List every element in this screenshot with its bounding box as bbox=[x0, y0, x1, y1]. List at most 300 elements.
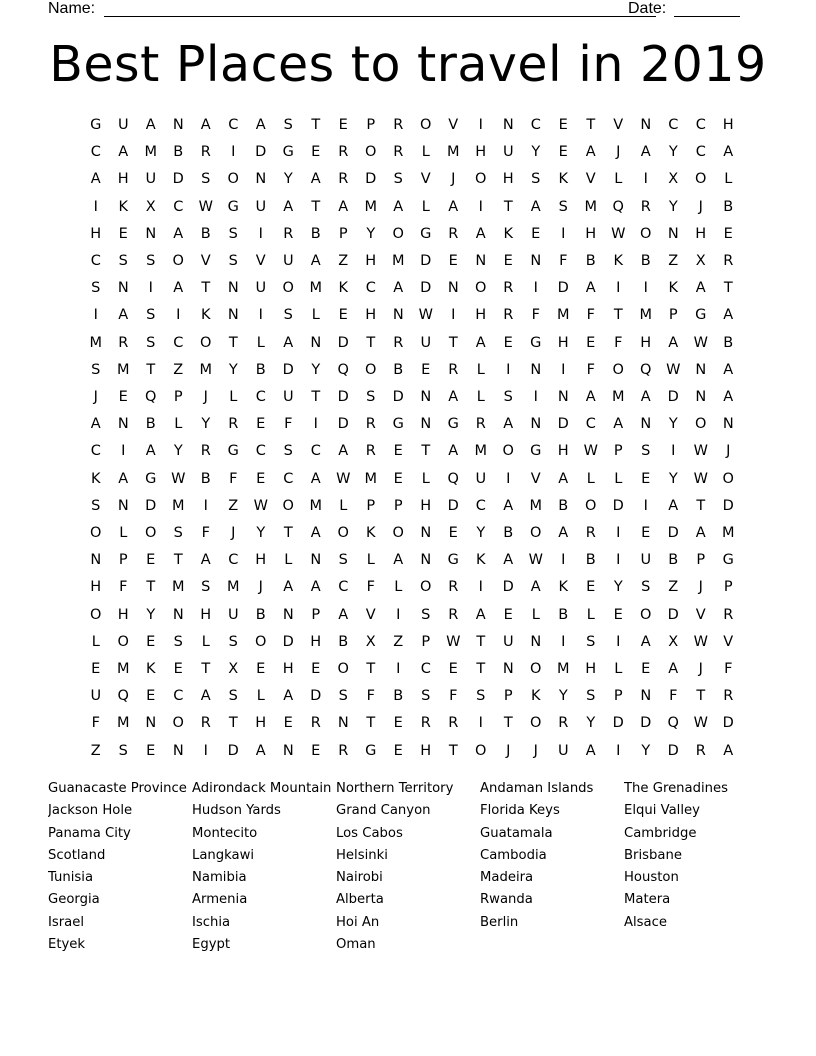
grid-letter: U bbox=[282, 253, 294, 270]
grid-letter: H bbox=[585, 225, 597, 242]
grid-letter: T bbox=[146, 361, 156, 378]
word-list-item: Alberta bbox=[336, 892, 384, 908]
grid-letter: S bbox=[91, 280, 101, 297]
grid-letter: C bbox=[695, 117, 706, 133]
grid-letter: C bbox=[585, 416, 596, 433]
grid-letter: W bbox=[418, 307, 433, 324]
grid-letter: A bbox=[118, 470, 129, 487]
grid-letter: D bbox=[172, 171, 184, 188]
grid-letter: Y bbox=[668, 144, 678, 161]
grid-letter: U bbox=[255, 280, 267, 297]
grid-letter: O bbox=[530, 661, 542, 678]
grid-letter: K bbox=[118, 198, 128, 215]
grid-letter: A bbox=[338, 443, 349, 460]
grid-letter: O bbox=[695, 416, 707, 433]
grid-letter: F bbox=[669, 688, 678, 705]
grid-letter: S bbox=[338, 552, 348, 569]
grid-letter: V bbox=[613, 117, 624, 133]
grid-letter: J bbox=[533, 742, 538, 759]
grid-letter: N bbox=[530, 361, 542, 378]
grid-letter: D bbox=[365, 171, 377, 188]
grid-letter: C bbox=[475, 497, 486, 514]
name-blank-line bbox=[104, 16, 656, 17]
grid-letter: E bbox=[146, 742, 156, 759]
grid-letter: A bbox=[145, 117, 156, 133]
grid-letter: G bbox=[420, 225, 432, 242]
page-title: Best Places to travel in 2019 bbox=[49, 36, 767, 93]
grid-letter: A bbox=[448, 198, 459, 215]
grid-letter: D bbox=[255, 144, 267, 161]
grid-letter: J bbox=[506, 742, 511, 759]
grid-letter: N bbox=[420, 389, 432, 406]
grid-letter: D bbox=[227, 742, 239, 759]
grid-letter: L bbox=[174, 416, 183, 433]
grid-letter: K bbox=[530, 688, 541, 705]
grid-letter: O bbox=[172, 715, 184, 732]
grid-letter: I bbox=[616, 742, 621, 759]
word-list-item: Hudson Yards bbox=[192, 803, 281, 819]
grid-letter: A bbox=[613, 416, 624, 433]
grid-letter: F bbox=[586, 307, 595, 324]
grid-letter: A bbox=[255, 117, 266, 133]
grid-letter: P bbox=[366, 117, 376, 133]
grid-letter: B bbox=[558, 497, 569, 514]
word-list-item: Los Cabos bbox=[336, 825, 403, 841]
grid-letter: L bbox=[614, 171, 623, 188]
grid-letter: U bbox=[557, 742, 569, 759]
grid-letter: J bbox=[231, 525, 236, 542]
grid-letter: A bbox=[338, 198, 349, 215]
grid-letter: C bbox=[420, 661, 431, 678]
grid-letter: H bbox=[255, 715, 267, 732]
grid-letter: S bbox=[338, 688, 348, 705]
grid-letter: H bbox=[365, 253, 377, 270]
grid-letter: B bbox=[393, 361, 404, 378]
word-list bbox=[48, 778, 768, 956]
grid-letter: C bbox=[90, 253, 101, 270]
grid-letter: H bbox=[557, 334, 569, 351]
grid-letter: A bbox=[640, 389, 651, 406]
grid-letter: C bbox=[173, 334, 184, 351]
grid-letter: A bbox=[393, 280, 404, 297]
grid-letter: E bbox=[503, 253, 513, 270]
grid-letter: E bbox=[503, 606, 513, 623]
grid-letter: U bbox=[282, 389, 294, 406]
grid-letter: R bbox=[723, 688, 734, 705]
grid-letter: O bbox=[172, 253, 184, 270]
word-list-item: Helsinki bbox=[336, 847, 388, 863]
grid-letter: R bbox=[228, 416, 239, 433]
grid-letter: A bbox=[200, 552, 211, 569]
grid-letter: E bbox=[421, 361, 431, 378]
grid-letter: L bbox=[311, 307, 320, 324]
grid-letter: W bbox=[693, 334, 708, 351]
grid-letter: T bbox=[503, 715, 513, 732]
grid-letter: R bbox=[200, 144, 211, 161]
grid-letter: A bbox=[310, 470, 321, 487]
grid-letter: E bbox=[448, 253, 458, 270]
grid-letter: Q bbox=[337, 361, 349, 378]
grid-letter: N bbox=[420, 525, 432, 542]
grid-row bbox=[82, 656, 742, 683]
grid-letter: M bbox=[309, 497, 322, 514]
grid-row bbox=[82, 411, 742, 438]
grid-letter: L bbox=[586, 470, 595, 487]
grid-letter: I bbox=[533, 389, 538, 406]
grid-letter: D bbox=[557, 280, 569, 297]
grid-letter: O bbox=[585, 497, 597, 514]
grid-letter: T bbox=[586, 117, 596, 133]
grid-row bbox=[82, 194, 742, 221]
grid-letter: O bbox=[420, 117, 432, 133]
grid-letter: X bbox=[668, 633, 679, 650]
grid-letter: R bbox=[200, 443, 211, 460]
grid-letter: C bbox=[310, 443, 321, 460]
grid-letter: M bbox=[309, 280, 322, 297]
grid-letter: N bbox=[227, 307, 239, 324]
grid-letter: Q bbox=[612, 198, 624, 215]
grid-letter: R bbox=[695, 742, 706, 759]
grid-row bbox=[82, 357, 742, 384]
grid-letter: M bbox=[226, 579, 240, 596]
grid-letter: I bbox=[671, 443, 676, 460]
grid-letter: E bbox=[311, 742, 321, 759]
grid-letter: R bbox=[503, 280, 514, 297]
grid-letter: A bbox=[448, 443, 459, 460]
grid-letter: I bbox=[203, 742, 208, 759]
grid-letter: Y bbox=[558, 688, 568, 705]
grid-letter: D bbox=[557, 416, 569, 433]
grid-letter: A bbox=[695, 280, 706, 297]
grid-letter: S bbox=[201, 171, 211, 188]
grid-letter: D bbox=[337, 389, 349, 406]
grid-letter: R bbox=[365, 443, 376, 460]
grid-letter: H bbox=[90, 225, 102, 242]
grid-letter: U bbox=[502, 144, 514, 161]
grid-letter: T bbox=[503, 198, 513, 215]
grid-letter: I bbox=[313, 416, 318, 433]
grid-letter: N bbox=[255, 171, 267, 188]
grid-letter: F bbox=[201, 525, 210, 542]
grid-letter: L bbox=[476, 389, 485, 406]
grid-letter: Y bbox=[283, 171, 293, 188]
grid-letter: E bbox=[393, 470, 403, 487]
grid-letter: I bbox=[561, 633, 566, 650]
grid-letter: Q bbox=[667, 715, 679, 732]
grid-letter: H bbox=[200, 606, 212, 623]
grid-letter: I bbox=[478, 579, 483, 596]
grid-letter: I bbox=[93, 307, 98, 324]
grid-letter: I bbox=[396, 661, 401, 678]
grid-letter: Z bbox=[338, 253, 349, 270]
grid-letter: M bbox=[639, 307, 652, 324]
grid-row bbox=[82, 629, 742, 656]
grid-letter: A bbox=[200, 688, 211, 705]
grid-row bbox=[82, 710, 742, 737]
grid-letter: U bbox=[420, 334, 432, 351]
grid-letter: L bbox=[256, 334, 265, 351]
grid-letter: Y bbox=[586, 715, 596, 732]
grid-letter: R bbox=[393, 144, 404, 161]
grid-letter: A bbox=[585, 144, 596, 161]
grid-letter: O bbox=[392, 225, 404, 242]
grid-letter: I bbox=[451, 307, 456, 324]
grid-letter: K bbox=[503, 225, 513, 242]
grid-letter: B bbox=[585, 253, 596, 270]
grid-letter: W bbox=[693, 715, 708, 732]
word-list-item: Florida Keys bbox=[480, 803, 560, 819]
grid-letter: Y bbox=[146, 606, 156, 623]
grid-letter: N bbox=[282, 742, 294, 759]
grid-letter: A bbox=[558, 470, 569, 487]
grid-letter: O bbox=[475, 280, 487, 297]
grid-letter: B bbox=[723, 198, 734, 215]
grid-letter: P bbox=[393, 497, 403, 514]
grid-letter: W bbox=[583, 443, 598, 460]
grid-letter: A bbox=[283, 198, 294, 215]
grid-letter: F bbox=[449, 688, 458, 705]
grid-letter: J bbox=[698, 198, 703, 215]
grid-letter: A bbox=[503, 552, 514, 569]
grid-letter: P bbox=[668, 307, 678, 324]
grid-letter: B bbox=[338, 633, 349, 650]
word-list-item: Tunisia bbox=[48, 870, 94, 886]
grid-letter: T bbox=[421, 443, 431, 460]
grid-letter: O bbox=[200, 334, 212, 351]
grid-letter: M bbox=[144, 144, 157, 161]
grid-letter: P bbox=[118, 552, 128, 569]
grid-letter: R bbox=[558, 715, 569, 732]
grid-letter: C bbox=[173, 198, 184, 215]
grid-letter: P bbox=[613, 443, 623, 460]
grid-letter: H bbox=[310, 633, 322, 650]
grid-letter: K bbox=[558, 579, 568, 596]
grid-letter: W bbox=[528, 552, 543, 569]
grid-letter: A bbox=[145, 443, 156, 460]
grid-letter: E bbox=[338, 307, 348, 324]
grid-letter: S bbox=[118, 742, 128, 759]
grid-row bbox=[82, 738, 742, 765]
grid-letter: A bbox=[640, 633, 651, 650]
grid-letter: F bbox=[531, 307, 540, 324]
grid-letter: E bbox=[393, 742, 403, 759]
grid-letter: M bbox=[116, 661, 130, 678]
grid-letter: I bbox=[616, 280, 621, 297]
grid-letter: T bbox=[366, 661, 376, 678]
grid-letter: N bbox=[695, 389, 707, 406]
word-list-item: Houston bbox=[624, 870, 679, 886]
grid-letter: I bbox=[258, 307, 263, 324]
grid-letter: O bbox=[420, 579, 432, 596]
grid-letter: W bbox=[666, 361, 681, 378]
grid-letter: K bbox=[90, 470, 101, 487]
grid-letter: Y bbox=[668, 470, 678, 487]
grid-letter: S bbox=[393, 171, 403, 188]
grid-letter: B bbox=[558, 606, 569, 623]
grid-letter: W bbox=[198, 198, 213, 215]
grid-letter: D bbox=[337, 334, 349, 351]
grid-row bbox=[82, 166, 742, 193]
grid-row bbox=[82, 112, 742, 139]
grid-row bbox=[82, 683, 742, 710]
grid-letter: N bbox=[227, 280, 239, 297]
grid-letter: M bbox=[446, 144, 460, 161]
grid-letter: E bbox=[256, 661, 266, 678]
grid-letter: W bbox=[693, 470, 708, 487]
grid-letter: L bbox=[586, 606, 595, 623]
grid-letter: I bbox=[643, 280, 648, 297]
word-list-item: Adirondack Mountain bbox=[192, 781, 332, 796]
word-list-item: Alsace bbox=[624, 914, 668, 930]
grid-row bbox=[82, 520, 742, 547]
grid-letter: P bbox=[723, 579, 733, 596]
grid-letter: P bbox=[421, 633, 431, 650]
grid-letter: B bbox=[585, 552, 596, 569]
grid-letter: E bbox=[558, 117, 568, 133]
grid-letter: R bbox=[200, 715, 211, 732]
grid-letter: E bbox=[641, 525, 651, 542]
grid-letter: F bbox=[614, 334, 623, 351]
grid-letter: E bbox=[146, 688, 156, 705]
grid-letter: S bbox=[118, 253, 128, 270]
grid-letter: D bbox=[145, 497, 157, 514]
grid-letter: C bbox=[365, 280, 376, 297]
grid-letter: N bbox=[502, 661, 514, 678]
grid-letter: H bbox=[695, 225, 707, 242]
grid-letter: L bbox=[201, 633, 210, 650]
word-list-item: Scotland bbox=[48, 847, 106, 863]
grid-letter: A bbox=[118, 144, 129, 161]
grid-letter: G bbox=[145, 470, 157, 487]
grid-letter: O bbox=[392, 525, 404, 542]
grid-letter: I bbox=[203, 497, 208, 514]
name-label: Name: bbox=[48, 0, 96, 17]
grid-letter: N bbox=[502, 117, 514, 133]
grid-letter: R bbox=[338, 742, 349, 759]
grid-letter: E bbox=[118, 225, 128, 242]
grid-letter: A bbox=[173, 280, 184, 297]
grid-row bbox=[82, 493, 742, 520]
grid-letter: L bbox=[366, 552, 375, 569]
grid-letter: Y bbox=[476, 525, 486, 542]
grid-letter: B bbox=[668, 552, 679, 569]
grid-letter: L bbox=[229, 389, 238, 406]
grid-letter: D bbox=[392, 389, 404, 406]
grid-letter: H bbox=[475, 144, 487, 161]
grid-letter: O bbox=[90, 606, 102, 623]
grid-letter: D bbox=[282, 633, 294, 650]
grid-letter: C bbox=[228, 552, 239, 569]
grid-letter: T bbox=[613, 307, 623, 324]
grid-letter: Y bbox=[201, 416, 211, 433]
grid-letter: A bbox=[503, 497, 514, 514]
grid-letter: R bbox=[448, 579, 459, 596]
grid-letter: L bbox=[421, 144, 430, 161]
grid-row bbox=[82, 275, 742, 302]
grid-letter: E bbox=[256, 416, 266, 433]
grid-letter: R bbox=[503, 307, 514, 324]
grid-letter: D bbox=[667, 525, 679, 542]
grid-row bbox=[82, 466, 742, 493]
grid-letter: B bbox=[200, 225, 211, 242]
grid-letter: K bbox=[145, 661, 156, 678]
grid-letter: E bbox=[283, 715, 293, 732]
grid-letter: A bbox=[475, 606, 486, 623]
grid-letter: X bbox=[228, 661, 239, 678]
grid-letter: N bbox=[530, 416, 542, 433]
grid-letter: N bbox=[640, 117, 652, 133]
grid-letter: Y bbox=[366, 225, 376, 242]
grid-letter: M bbox=[391, 253, 405, 270]
grid-letter: S bbox=[283, 307, 293, 324]
grid-letter: H bbox=[475, 307, 487, 324]
grid-letter: T bbox=[366, 715, 376, 732]
grid-letter: D bbox=[667, 606, 679, 623]
grid-letter: O bbox=[640, 606, 652, 623]
grid-letter: E bbox=[586, 334, 596, 351]
grid-letter: F bbox=[119, 579, 128, 596]
grid-letter: U bbox=[475, 470, 487, 487]
grid-letter: N bbox=[640, 688, 652, 705]
grid-letter: D bbox=[420, 253, 432, 270]
grid-letter: G bbox=[227, 198, 239, 215]
grid-letter: R bbox=[448, 361, 459, 378]
grid-letter: I bbox=[561, 225, 566, 242]
grid-letter: R bbox=[448, 225, 459, 242]
grid-letter: L bbox=[724, 171, 733, 188]
grid-letter: O bbox=[502, 443, 514, 460]
grid-letter: I bbox=[643, 497, 648, 514]
grid-letter: P bbox=[366, 497, 376, 514]
grid-letter: K bbox=[338, 280, 348, 297]
grid-letter: E bbox=[448, 525, 458, 542]
grid-letter: U bbox=[640, 552, 652, 569]
grid-letter: C bbox=[283, 470, 294, 487]
grid-letter: G bbox=[530, 334, 542, 351]
word-list-item: Madeira bbox=[480, 870, 534, 886]
grid-letter: A bbox=[283, 579, 294, 596]
grid-letter: D bbox=[612, 497, 624, 514]
grid-letter: F bbox=[586, 361, 595, 378]
grid-letter: I bbox=[506, 361, 511, 378]
grid-letter: Z bbox=[228, 497, 239, 514]
grid-letter: S bbox=[146, 334, 156, 351]
grid-letter: C bbox=[90, 443, 101, 460]
word-list-item: Guanacaste Province bbox=[48, 781, 187, 796]
grid-letter: S bbox=[586, 688, 596, 705]
grid-letter: A bbox=[118, 307, 129, 324]
grid-letter: J bbox=[616, 144, 621, 161]
grid-letter: P bbox=[613, 688, 623, 705]
grid-letter: E bbox=[146, 633, 156, 650]
grid-letter: T bbox=[311, 389, 321, 406]
grid-letter: E bbox=[558, 144, 568, 161]
grid-letter: V bbox=[695, 606, 706, 623]
grid-letter: C bbox=[530, 117, 541, 133]
grid-letter: A bbox=[310, 253, 321, 270]
grid-letter: Y bbox=[641, 742, 651, 759]
grid-letter: G bbox=[392, 416, 404, 433]
grid-letter: E bbox=[613, 606, 623, 623]
grid-letter: A bbox=[338, 606, 349, 623]
grid-letter: I bbox=[506, 470, 511, 487]
grid-letter: E bbox=[338, 117, 348, 133]
grid-letter: S bbox=[366, 389, 376, 406]
word-list-item: Armenia bbox=[192, 892, 248, 908]
grid-letter: B bbox=[255, 361, 266, 378]
grid-letter: Z bbox=[668, 253, 679, 270]
grid-letter: T bbox=[228, 334, 238, 351]
